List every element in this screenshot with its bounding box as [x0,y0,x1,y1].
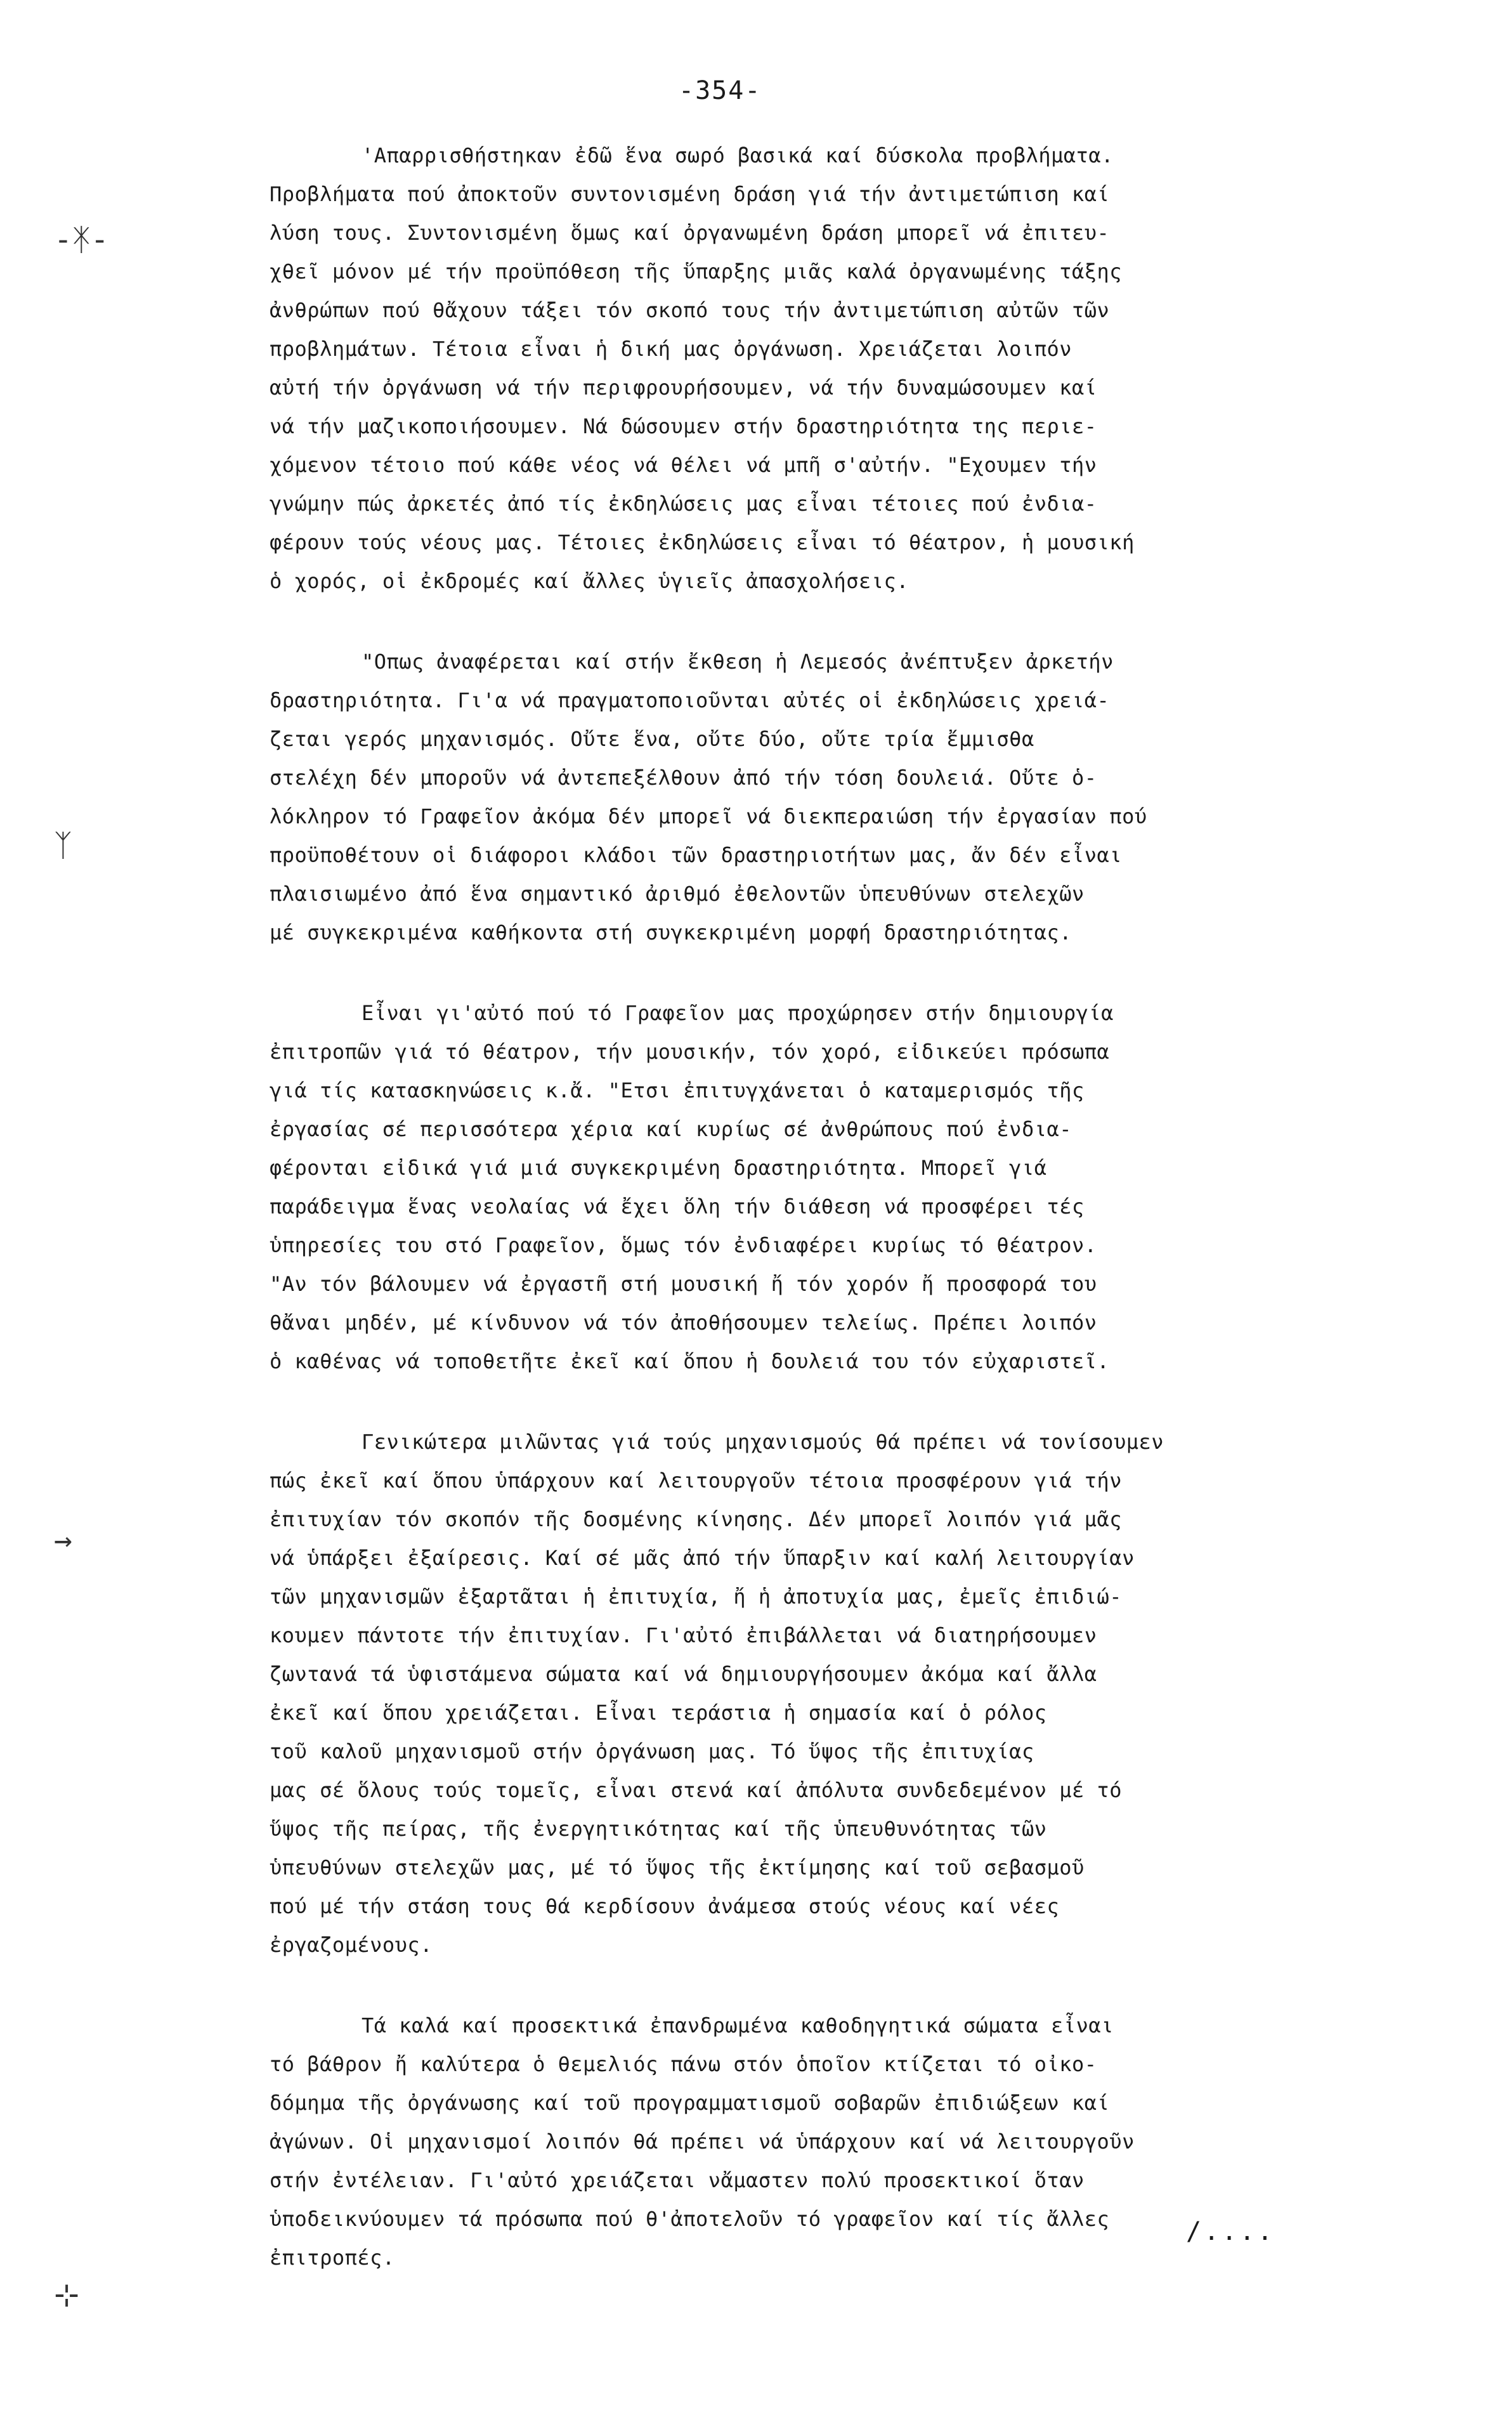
text-line: Γενικώτερα μιλῶντας γιά τούς μηχανισμούς θά πρέπει νά τονίσουμεν [362,1430,1164,1454]
text-line: ὁ χορός, οἱ ἐκδρομές καί ἄλλες ὑγιεῖς ἀπασχολήσεις. [270,569,909,593]
text-line: Τά καλά καί προσεκτικά ἐπανδρωμένα καθοδηγητικά σώματα εἶναι [362,2013,1114,2038]
text-line: φέρουν τούς νέους μας. Τέτοιες ἐκδηλώσεις εἶναι τό θέατρον, ἡ μουσική [270,530,1135,554]
text-line: στελέχη δέν μποροῦν νά ἀντεπεξέλθουν ἀπό τήν τόση δουλειά. Οὔτε ὁ- [270,766,1097,790]
text-line: ἐργαζομένους. [270,1933,433,1957]
text-line: Προβλήματα πού ἀποκτοῦν συντονισμένη δράση γιά τήν ἀντιμετώπιση καί [270,182,1110,206]
text-line: λύση τους. Συντονισμένη ὅμως καί ὀργανωμένη δράση μπορεῖ νά ἐπιτευ- [270,221,1110,245]
text-line: τό βάθρον ἤ καλύτερα ὁ θεμελιός πάνω στόν ὁποῖον κτίζεται τό οἰκο- [270,2052,1097,2076]
text-line: παράδειγμα ἕνας νεολαίας νά ἔχει ὅλη τήν διάθεση νά προσφέρει τές [270,1194,1085,1219]
text-line: στήν ἐντέλειαν. Γι'αὐτό χρειάζεται νἄμαστεν πολύ προσεκτικοί ὅταν [270,2168,1085,2192]
text-line: ὑποδεικνύουμεν τά πρόσωπα πού θ'ἀποτελοῦν τό γραφεῖον καί τίς ἄλλες [270,2207,1110,2231]
text-line: νά τήν μαζικοποιήσουμεν. Νά δώσουμεν στήν δραστηριότητα της περιε- [270,414,1097,438]
text-line: πλαισιωμένο ἀπό ἕνα σημαντικό ἀριθμό ἐθελοντῶν ὑπευθύνων στελεχῶν [270,882,1085,906]
text-line: Εἶναι γι'αὐτό πού τό Γραφεῖον μας προχώρησεν στήν δημιουργία [362,1001,1114,1025]
paragraph-1 [270,136,1398,601]
text-line: προϋποθέτουν οἱ διάφοροι κλάδοι τῶν δραστηριοτήτων μας, ἄν δέν εἶναι [270,843,1123,867]
margin-mark: -ᛡ- [54,222,109,258]
text-line: νά ὑπάρξει ἐξαίρεσις. Καί σέ μᾶς ἀπό τήν ὕπαρξιν καί καλή λειτουργίαν [270,1546,1135,1570]
text-line: τῶν μηχανισμῶν ἐξαρτᾶται ἡ ἐπιτυχία, ἤ ἡ ἀποτυχία μας, ἐμεῖς ἐπιδιώ- [270,1585,1123,1609]
text-line: γιά τίς κατασκηνώσεις κ.ἄ. "Ετσι ἐπιτυγχάνεται ὁ καταμερισμός τῆς [270,1078,1085,1102]
text-line: μέ συγκεκριμένα καθήκοντα στή συγκεκριμένη μορφή δραστηριότητας. [270,920,1072,945]
margin-mark: ⊹ [54,2277,80,2313]
text-line: ἐκεῖ καί ὅπου χρειάζεται. Εἶναι τεράστια ἡ σημασία καί ὁ ρόλος [270,1701,1047,1725]
text-line: ἐπιτροπῶν γιά τό θέατρον, τήν μουσικήν, τόν χορό, εἰδικεύει πρόσωπα [270,1040,1110,1064]
text-line: φέρονται εἰδικά γιά μιά συγκεκριμένη δραστηριότητα. Μπορεῖ γιά [270,1156,1047,1180]
text-line: ἀνθρώπων πού θἄχουν τάξει τόν σκοπό τους τήν ἀντιμετώπιση αὐτῶν τῶν [270,298,1110,322]
text-line: γνώμην πώς ἀρκετές ἀπό τίς ἐκδηλώσεις μας εἶναι τέτοιες πού ἐνδια- [270,492,1097,516]
paragraph-2 [270,643,1398,952]
text-line: αὐτή τήν ὀργάνωση νά τήν περιφρουρήσουμεν, νά τήν δυναμώσουμεν καί [270,376,1097,400]
text-line: χόμενον τέτοιο πού κάθε νέος νά θέλει νά μπῆ σ'αὐτήν. "Εχουμεν τήν [270,453,1097,477]
margin-mark: ᛉ [54,828,72,863]
text-line: ἐπιτυχίαν τόν σκοπόν τῆς δοσμένης κίνησης. Δέν μπορεῖ λοιπόν γιά μᾶς [270,1507,1123,1531]
text-line: ζωντανά τά ὑφιστάμενα σώματα καί νά δημιουργήσουμεν ἀκόμα καί ἄλλα [270,1662,1097,1686]
text-line: ζεται γερός μηχανισμός. Οὔτε ἕνα, οὔτε δύο, οὔτε τρία ἔμμισθα [270,727,1034,751]
page-number: -354- [679,76,762,105]
text-line: 'Απαρρισθήστηκαν ἐδῶ ἕνα σωρό βασικά καί δύσκολα προβλήματα. [362,143,1114,167]
text-line: ἐπιτροπές. [270,2246,395,2270]
text-line: ὕψος τῆς πείρας, τῆς ἐνεργητικότητας καί τῆς ὑπευθυνότητας τῶν [270,1817,1047,1841]
text-line: δραστηριότητα. Γι'α νά πραγματοποιοῦνται αὐτές οἱ ἐκδηλώσεις χρειά- [270,688,1110,712]
text-line: "Αν τόν βάλουμεν νά ἐργαστῆ στή μουσική ἤ τόν χορόν ἤ προσφορά του [270,1272,1097,1296]
continuation-mark: /.... [1186,2217,1275,2246]
text-line: ἐργασίας σέ περισσότερα χέρια καί κυρίως σέ ἀνθρώπους πού ἐνδια- [270,1117,1072,1141]
margin-mark: → [54,1522,72,1558]
text-line: πού μέ τήν στάση τους θά κερδίσουν ἀνάμεσα στούς νέους καί νέες [270,1894,1060,1918]
text-line: τοῦ καλοῦ μηχανισμοῦ στήν ὀργάνωση μας. Τό ὕψος τῆς ἐπιτυχίας [270,1739,1034,1763]
body-text [270,136,1398,2319]
text-line: πώς ἐκεῖ καί ὅπου ὑπάρχουν καί λειτουργοῦν τέτοια προσφέρουν γιά τήν [270,1469,1123,1493]
paragraph-3 [270,994,1398,1381]
text-line: χθεῖ μόνον μέ τήν προϋπόθεση τῆς ὕπαρξης μιᾶς καλά ὀργανωμένης τάξης [270,259,1123,284]
text-line: ἀγώνων. Οἱ μηχανισμοί λοιπόν θά πρέπει νά ὑπάρχουν καί νά λειτουργοῦν [270,2129,1135,2154]
text-line: κουμεν πάντοτε τήν ἐπιτυχίαν. Γι'αὐτό ἐπιβάλλεται νά διατηρήσουμεν [270,1623,1097,1647]
text-line: θἄναι μηδέν, μέ κίνδυνον νά τόν ἀποθήσουμεν τελείως. Πρέπει λοιπόν [270,1311,1097,1335]
text-line: ὑπηρεσίες του στό Γραφεῖον, ὅμως τόν ἐνδιαφέρει κυρίως τό θέατρον. [270,1233,1097,1257]
text-line: ὁ καθένας νά τοποθετῆτε ἐκεῖ καί ὅπου ἡ δουλειά του τόν εὐχαριστεῖ. [270,1349,1110,1373]
paragraph-4 [270,1423,1398,1965]
text-line: ὑπευθύνων στελεχῶν μας, μέ τό ὕψος τῆς ἐκτίμησης καί τοῦ σεβασμοῦ [270,1855,1085,1880]
text-line: λόκληρον τό Γραφεῖον ἀκόμα δέν μπορεῖ νά διεκπεραιώση τήν ἐργασίαν πού [270,804,1147,828]
text-line: προβλημάτων. Τέτοια εἶναι ἡ δική μας ὀργάνωση. Χρειάζεται λοιπόν [270,337,1072,361]
text-line: μας σέ ὅλους τούς τομεῖς, εἶναι στενά καί ἀπόλυτα συνδεδεμένον μέ τό [270,1778,1123,1802]
text-line: "Οπως ἀναφέρεται καί στήν ἔκθεση ἡ Λεμεσός ἀνέπτυξεν ἀρκετήν [362,650,1114,674]
text-line: δόμημα τῆς ὀργάνωσης καί τοῦ προγραμματισμοῦ σοβαρῶν ἐπιδιώξεων καί [270,2091,1110,2115]
